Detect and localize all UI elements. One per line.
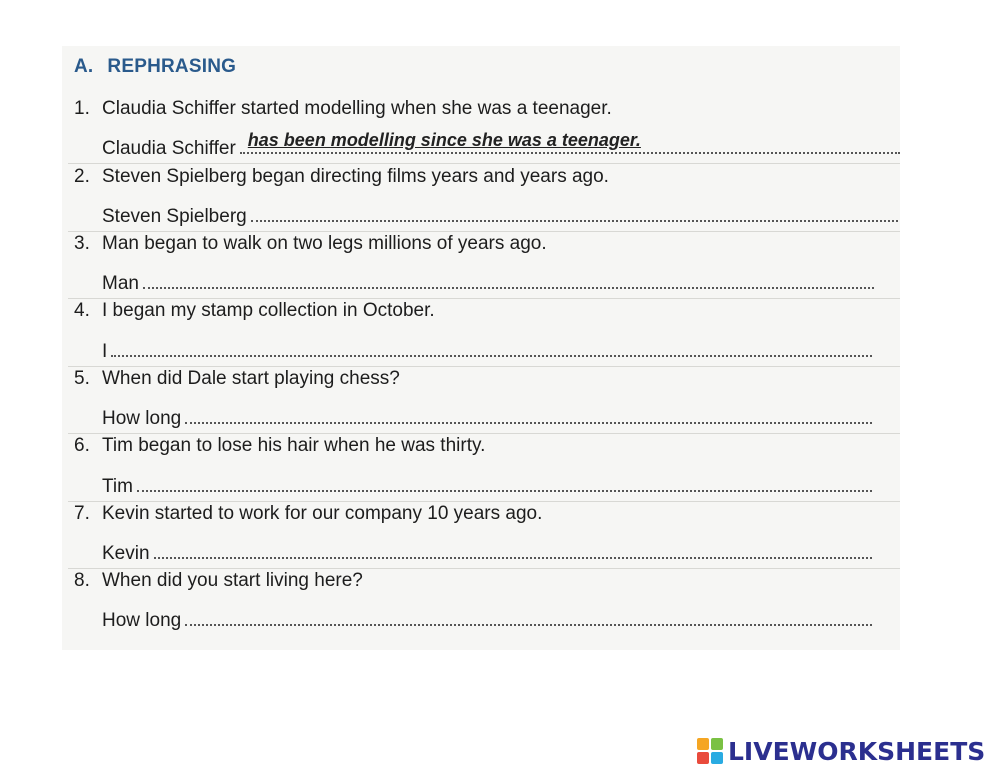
answer-row-1 — [102, 130, 900, 160]
row-divider — [68, 568, 900, 569]
logo-square-3 — [697, 752, 709, 764]
answer-row-7 — [102, 535, 872, 565]
answer-field-2[interactable] — [251, 198, 898, 222]
row-divider — [68, 366, 900, 367]
answer-row-6 — [102, 468, 872, 498]
answer-stem: I — [102, 341, 108, 362]
logo-grid-icon — [697, 738, 723, 764]
question-number: 7. — [74, 503, 90, 524]
answer-stem: How long — [102, 610, 182, 631]
row-divider — [68, 501, 900, 502]
question-3 — [74, 233, 547, 255]
question-number: 5. — [74, 368, 90, 389]
answer-stem: Steven Spielberg — [102, 206, 247, 227]
question-number: 1. — [74, 98, 90, 119]
question-number: 2. — [74, 166, 90, 187]
answer-stem: Kevin — [102, 543, 150, 564]
question-text: When did Dale start playing chess? — [102, 368, 400, 389]
logo-square-4 — [711, 752, 723, 764]
answer-field-5[interactable] — [185, 400, 872, 424]
question-number: 8. — [74, 570, 90, 591]
answer-row-3 — [102, 265, 874, 295]
row-divider — [68, 298, 900, 299]
answer-row-4 — [102, 333, 872, 363]
row-divider — [68, 231, 900, 232]
answer-row-2 — [102, 198, 898, 228]
question-number: 6. — [74, 435, 90, 456]
answer-row-8 — [102, 602, 872, 632]
row-divider — [68, 163, 900, 164]
question-number: 3. — [74, 233, 90, 254]
section-letter: A. — [74, 56, 94, 77]
section-heading — [74, 56, 236, 78]
brand-text: LIVEWORKSHEETS — [728, 736, 986, 766]
question-text: I began my stamp collection in October. — [102, 300, 435, 321]
question-4 — [74, 300, 435, 322]
answer-field-3[interactable] — [143, 265, 874, 289]
answer-field-4[interactable] — [111, 333, 872, 357]
question-6 — [74, 435, 485, 457]
section-title: REPHRASING — [107, 56, 237, 77]
answer-stem: Man — [102, 273, 139, 294]
liveworksheets-logo[interactable] — [697, 735, 985, 767]
question-5 — [74, 368, 400, 390]
filled-answer: has been modelling since she was a teenager. — [247, 130, 641, 150]
question-text: When did you start living here? — [102, 570, 363, 591]
answer-stem: Claudia Schiffer — [102, 138, 236, 159]
answer-field-8[interactable] — [185, 602, 872, 626]
row-divider — [68, 433, 900, 434]
logo-square-1 — [697, 738, 709, 750]
question-8 — [74, 570, 363, 592]
question-number: 4. — [74, 300, 90, 321]
logo-square-2 — [711, 738, 723, 750]
question-2 — [74, 166, 609, 188]
answer-field-1[interactable] — [240, 130, 900, 154]
question-text: Man began to walk on two legs millions of years ago. — [102, 233, 547, 254]
question-text: Steven Spielberg began directing films years and years ago. — [102, 166, 609, 187]
question-text: Tim began to lose his hair when he was thirty. — [102, 435, 486, 456]
question-1 — [74, 98, 612, 120]
answer-stem: How long — [102, 408, 182, 429]
question-text: Claudia Schiffer started modelling when she was a teenager. — [102, 98, 612, 119]
answer-field-7[interactable] — [154, 535, 872, 559]
answer-row-5 — [102, 400, 872, 430]
answer-stem: Tim — [102, 476, 133, 497]
question-7 — [74, 503, 542, 525]
answer-field-6[interactable] — [137, 468, 872, 492]
question-text: Kevin started to work for our company 10 years ago. — [102, 503, 543, 524]
